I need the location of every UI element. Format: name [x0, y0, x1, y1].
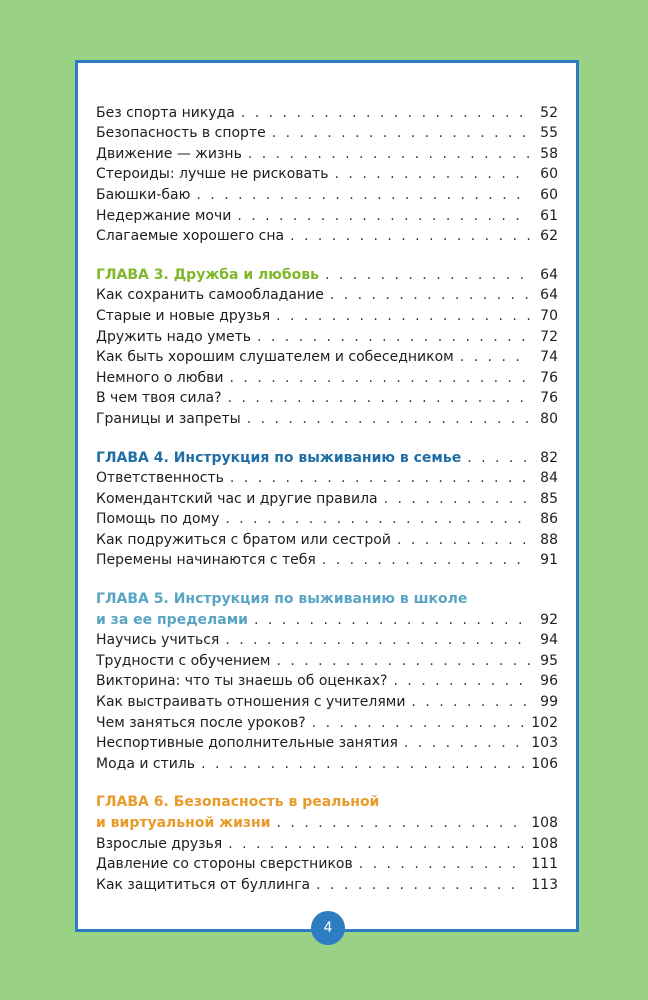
- toc-entry-page: 95: [540, 652, 558, 669]
- toc-entry-page: 106: [531, 755, 558, 772]
- dot-leader: [230, 469, 530, 487]
- toc-entry-page: 103: [531, 735, 558, 752]
- toc-entry[interactable]: [96, 629, 558, 650]
- toc-section-sport: [96, 101, 558, 245]
- dot-leader: [196, 186, 530, 204]
- dot-leader: [257, 328, 530, 346]
- toc-entry-title: Мода и стиль: [96, 755, 196, 772]
- toc-entry[interactable]: [96, 528, 558, 549]
- chapter-title-line[interactable]: ГЛАВА 6. Безопасность в реальной: [96, 794, 380, 811]
- toc-entry-page: 62: [540, 228, 558, 245]
- chapter-page: 64: [540, 266, 558, 283]
- toc-entry[interactable]: [96, 649, 558, 670]
- toc-entry-title: Дружить надо уметь: [96, 328, 251, 345]
- toc-entry-title: Старые и новые друзья: [96, 307, 271, 324]
- toc-entry-title: Немного о любви: [96, 369, 224, 386]
- toc-entry-page: 85: [540, 490, 558, 507]
- toc-entry-page: 88: [540, 531, 558, 548]
- dot-leader: [276, 652, 530, 670]
- dot-leader: [330, 286, 530, 304]
- toc-entry[interactable]: [96, 467, 558, 488]
- toc-entry-page: 111: [531, 856, 558, 873]
- toc-entry[interactable]: [96, 670, 558, 691]
- toc-entry[interactable]: [96, 346, 558, 367]
- dot-leader: [277, 814, 526, 832]
- toc-entry-title: Как выстраивать отношения с учителями: [96, 694, 406, 711]
- toc-entry[interactable]: [96, 832, 558, 853]
- toc-entry-page: 55: [540, 125, 558, 142]
- dot-leader: [359, 855, 526, 873]
- toc-entry-page: 61: [540, 207, 558, 224]
- toc-entry-page: 72: [540, 328, 558, 345]
- toc-entry-page: 96: [540, 673, 558, 690]
- dot-leader: [393, 672, 530, 690]
- toc-entry-page: 108: [531, 835, 558, 852]
- toc-entry-page: 64: [540, 287, 558, 304]
- dot-leader: [397, 531, 530, 549]
- table-of-contents: [96, 101, 558, 894]
- toc-entry-title: Помощь по дому: [96, 511, 220, 528]
- toc-entry-title: Как подружиться с братом или сестрой: [96, 531, 391, 548]
- toc-entry-title: Слагаемые хорошего сна: [96, 228, 285, 245]
- toc-entry-title: Безопасность в спорте: [96, 125, 266, 142]
- chapter-page: 108: [531, 815, 558, 831]
- dot-leader: [241, 104, 530, 122]
- toc-entry-page: 76: [540, 390, 558, 407]
- dot-leader: [230, 369, 530, 387]
- toc-entry[interactable]: [96, 549, 558, 570]
- chapter-title-line[interactable]: ГЛАВА 5. Инструкция по выживанию в школе: [96, 591, 468, 608]
- toc-entry-page: 84: [540, 470, 558, 487]
- toc-entry-title: В чем твоя сила?: [96, 390, 222, 407]
- toc-entry[interactable]: [96, 752, 558, 773]
- toc-entry-page: 60: [540, 186, 558, 203]
- toc-entry[interactable]: [96, 711, 558, 732]
- toc-entry[interactable]: [96, 732, 558, 753]
- toc-entry-title: Движение — жизнь: [96, 145, 242, 162]
- toc-entry[interactable]: [96, 508, 558, 529]
- toc-entry-title: Чем заняться после уроков?: [96, 714, 306, 731]
- toc-section-chapter-4: [96, 446, 558, 570]
- toc-entry-page: 113: [531, 876, 558, 893]
- toc-entry[interactable]: [96, 853, 558, 874]
- toc-entry-page: 80: [540, 410, 558, 427]
- toc-entry[interactable]: [96, 407, 558, 428]
- toc-section-chapter-5: [96, 587, 558, 772]
- toc-entry-page: 94: [540, 632, 558, 649]
- toc-entry-title: Перемены начинаются с тебя: [96, 552, 316, 569]
- toc-entry[interactable]: [96, 284, 558, 305]
- dot-leader: [228, 389, 530, 407]
- dot-leader: [225, 631, 530, 649]
- toc-entry-title: Границы и запреты: [96, 410, 241, 427]
- dot-leader: [272, 124, 530, 142]
- toc-entry[interactable]: [96, 163, 558, 184]
- chapter-title: ГЛАВА 3. Дружба и любовь: [96, 266, 319, 283]
- toc-entry-page: 91: [540, 552, 558, 569]
- toc-entry-title: Трудности с обучением: [96, 652, 271, 669]
- toc-section-chapter-3: [96, 263, 558, 428]
- dot-leader: [384, 490, 530, 508]
- toc-entry-page: 52: [540, 104, 558, 121]
- toc-entry-title: Взрослые друзья: [96, 835, 223, 852]
- dot-leader: [201, 755, 525, 773]
- toc-entry-page: 86: [540, 511, 558, 528]
- toc-entry[interactable]: [96, 873, 558, 894]
- dot-leader: [325, 266, 530, 284]
- toc-entry-title: Недержание мочи: [96, 207, 232, 224]
- toc-entry-title: Баюшки-баю: [96, 186, 191, 203]
- toc-entry[interactable]: [96, 204, 558, 225]
- toc-entry-title: Без спорта никуда: [96, 104, 235, 121]
- toc-entry-page: 58: [540, 145, 558, 162]
- toc-entry[interactable]: [96, 183, 558, 204]
- dot-leader: [290, 227, 530, 245]
- dot-leader: [322, 551, 530, 569]
- toc-entry[interactable]: [96, 304, 558, 325]
- toc-entry[interactable]: [96, 387, 558, 408]
- toc-entry[interactable]: [96, 366, 558, 387]
- toc-entry[interactable]: [96, 690, 558, 711]
- toc-entry-page: 74: [540, 349, 558, 366]
- dot-leader: [460, 348, 530, 366]
- toc-entry-title: Стероиды: лучше не рисковать: [96, 166, 329, 183]
- dot-leader: [467, 449, 530, 467]
- toc-section-chapter-6: [96, 791, 558, 894]
- toc-entry[interactable]: [96, 225, 558, 246]
- chapter-title: и виртуальной жизни: [96, 815, 271, 831]
- toc-entry-page: 70: [540, 307, 558, 324]
- toc-entry-page: 60: [540, 166, 558, 183]
- dot-leader: [248, 145, 530, 163]
- dot-leader: [225, 510, 530, 528]
- chapter-page: 92: [540, 611, 558, 628]
- toc-entry[interactable]: [96, 142, 558, 163]
- chapter-heading[interactable]: [96, 446, 558, 467]
- toc-entry-title: Ответственность: [96, 470, 224, 487]
- toc-entry-title: Как быть хорошим слушателем и собеседником: [96, 349, 454, 366]
- dot-leader: [312, 714, 526, 732]
- chapter-heading[interactable]: [96, 811, 558, 832]
- toc-entry[interactable]: [96, 325, 558, 346]
- chapter-title: и за ее пределами: [96, 611, 248, 628]
- dot-leader: [254, 611, 530, 629]
- chapter-title: ГЛАВА 4. Инструкция по выживанию в семье: [96, 449, 462, 466]
- dot-leader: [404, 734, 525, 752]
- toc-entry[interactable]: [96, 101, 558, 122]
- dot-leader: [237, 207, 530, 225]
- dot-leader: [316, 876, 525, 894]
- toc-entry[interactable]: [96, 487, 558, 508]
- page-number-badge: 4: [311, 911, 345, 945]
- dot-leader: [228, 835, 525, 853]
- toc-entry-page: 76: [540, 369, 558, 386]
- chapter-page: 82: [540, 449, 558, 466]
- dot-leader: [276, 307, 530, 325]
- chapter-heading[interactable]: [96, 608, 558, 629]
- toc-entry-title: Как защититься от буллинга: [96, 876, 311, 893]
- dot-leader: [411, 693, 530, 711]
- toc-entry-page: 102: [531, 714, 558, 731]
- toc-entry-title: Комендантский час и другие правила: [96, 490, 378, 507]
- toc-entry-page: 99: [540, 694, 558, 711]
- chapter-heading[interactable]: [96, 263, 558, 284]
- toc-entry[interactable]: [96, 122, 558, 143]
- toc-entry-title: Научись учиться: [96, 632, 220, 649]
- dot-leader: [335, 165, 530, 183]
- dot-leader: [247, 410, 530, 428]
- toc-entry-title: Неспортивные дополнительные занятия: [96, 735, 398, 752]
- toc-entry-title: Как сохранить самообладание: [96, 287, 324, 304]
- toc-entry-title: Викторина: что ты знаешь об оценках?: [96, 673, 388, 690]
- toc-entry-title: Давление со стороны сверстников: [96, 856, 353, 873]
